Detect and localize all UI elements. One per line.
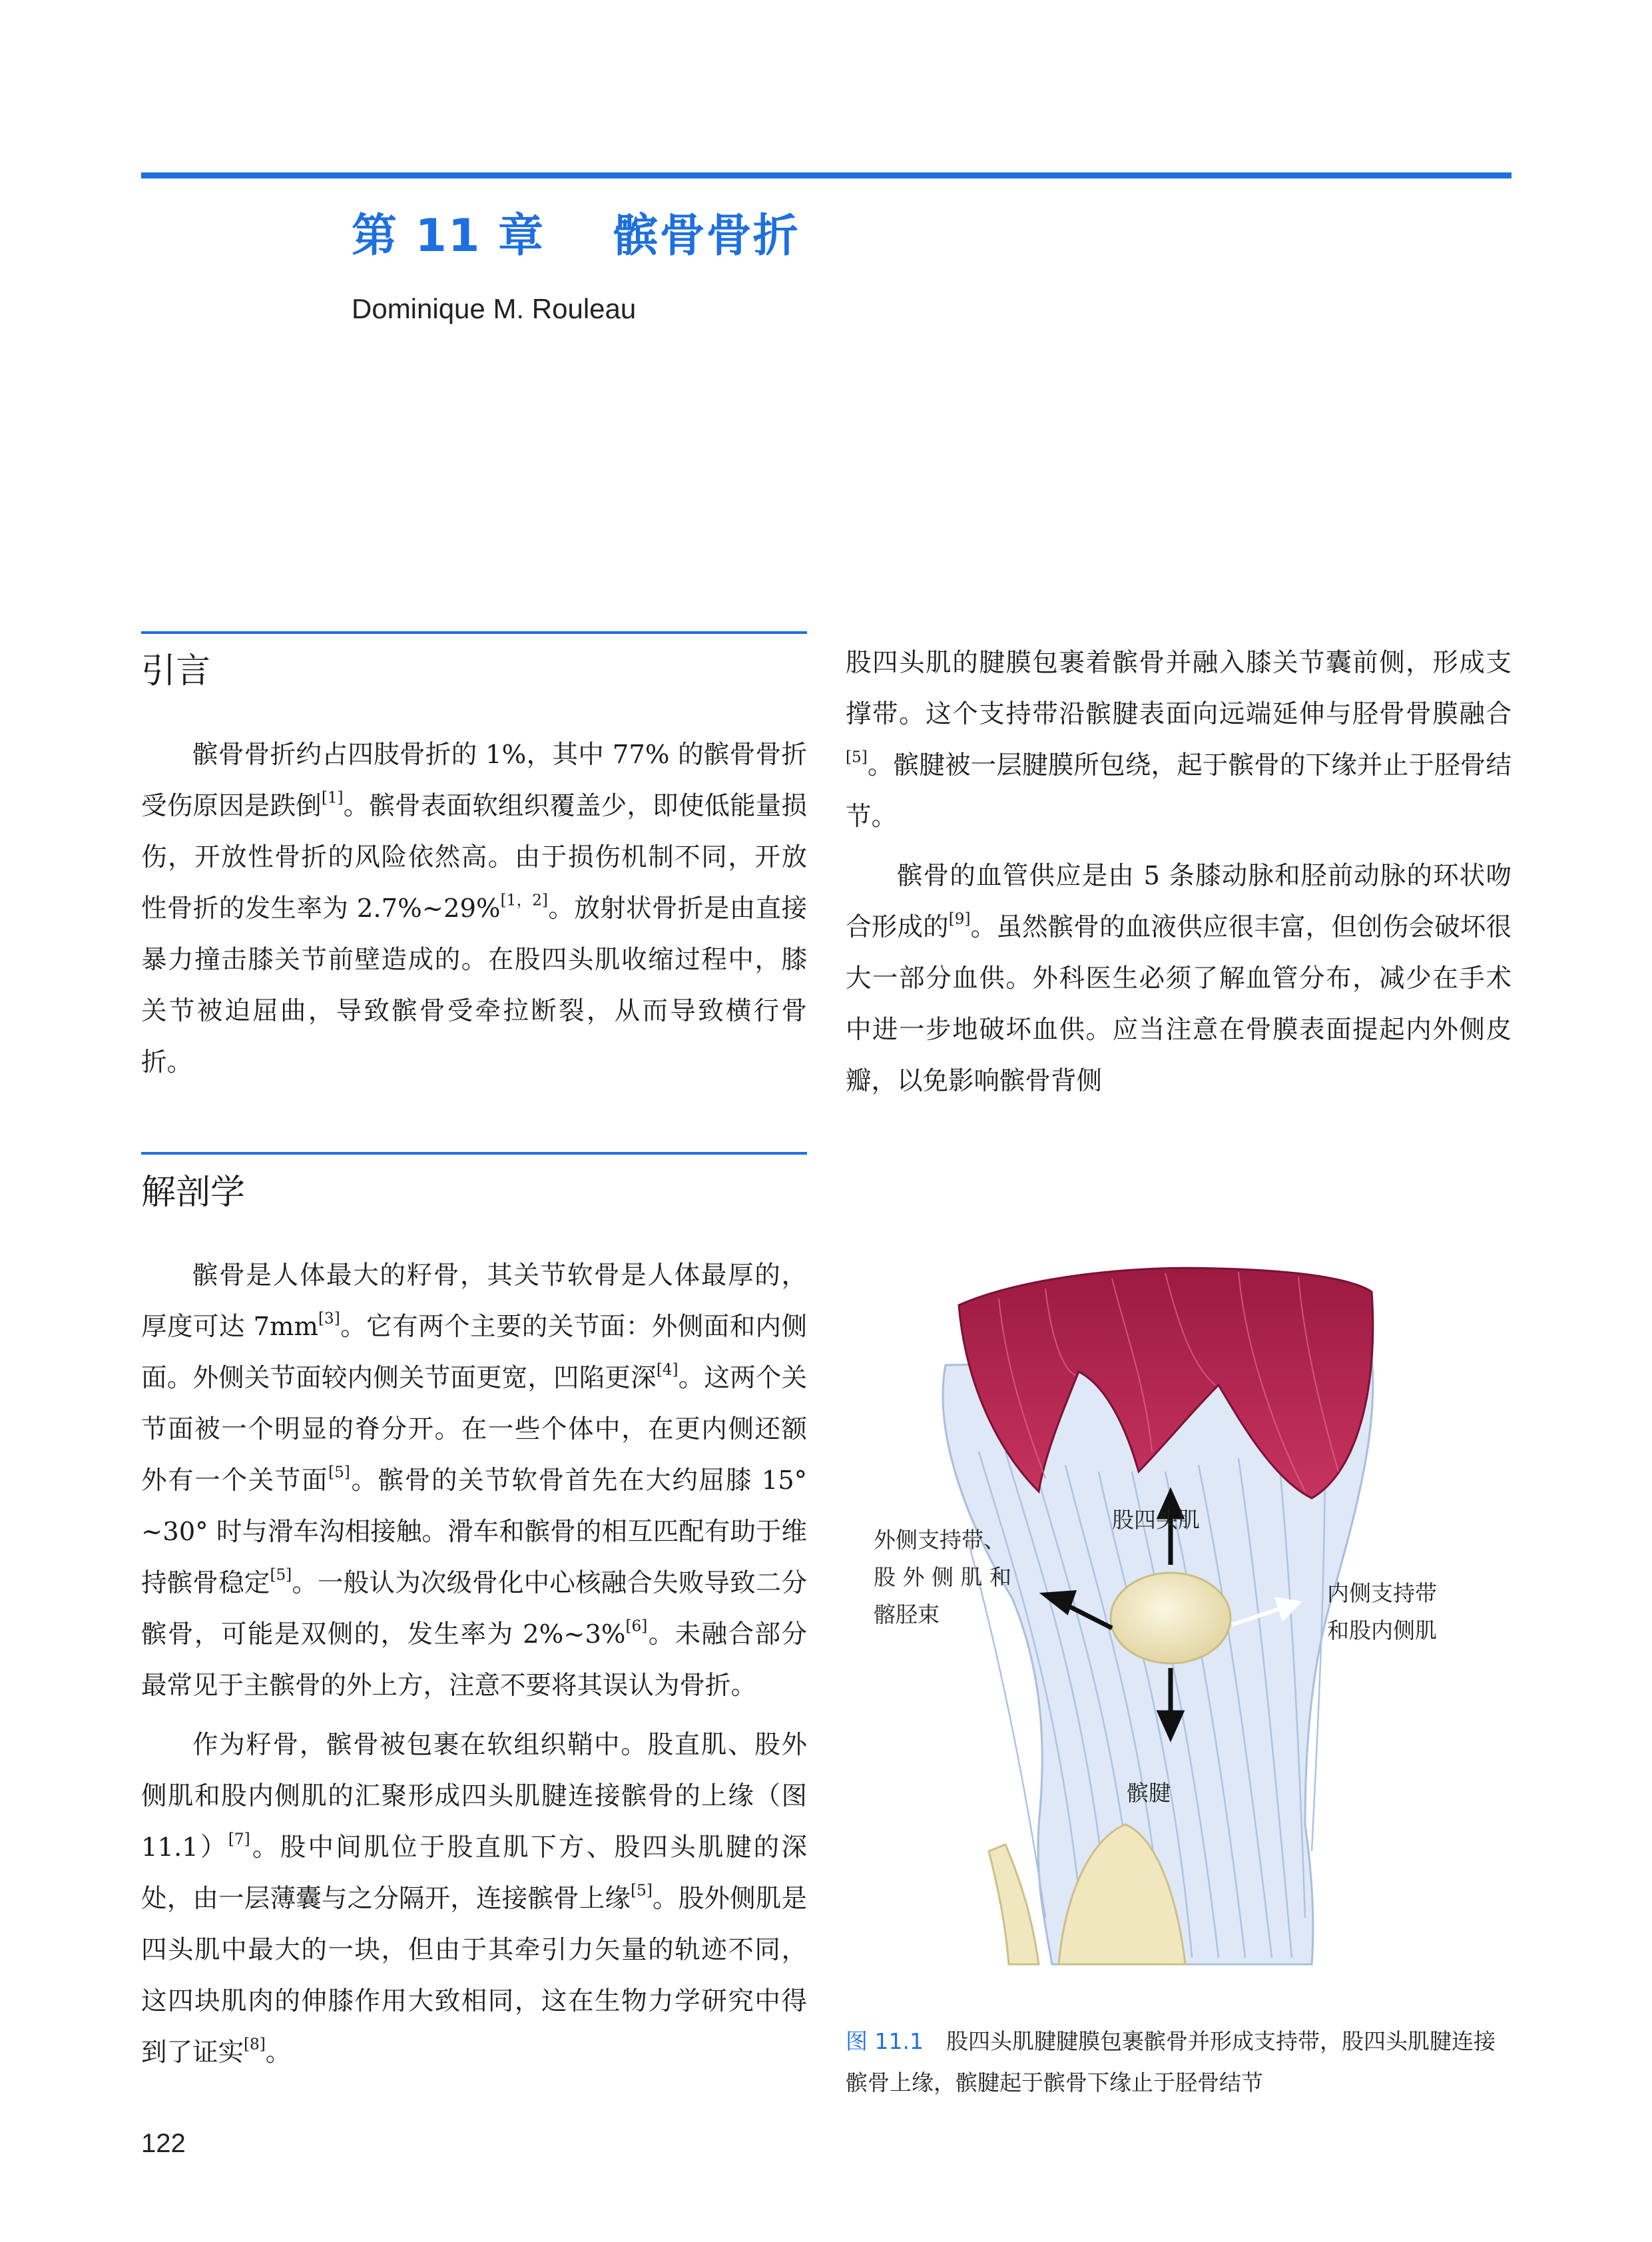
figure-caption-number: 图 11.1 — [846, 2028, 924, 2054]
text-run: 髌骨骨折约占四肢骨折的 1%，其中 77% 的髌骨骨折受伤原因是跌倒 — [141, 740, 807, 821]
right-paragraph-2 — [846, 850, 1512, 1107]
text-run: 。髌骨的关节软骨首先在大约屈膝 15° ~30° 时与滑车沟相接触。滑车和髌骨的相互匹配有助于维持髌骨稳定 — [141, 1466, 807, 1598]
citation-ref: [9] — [948, 910, 971, 928]
citation-ref: [3] — [318, 1310, 340, 1328]
intro-body — [141, 729, 807, 1088]
figure-caption — [846, 2021, 1512, 2103]
citation-ref: [8] — [244, 2036, 266, 2054]
patella-bone — [1111, 1573, 1231, 1663]
label-medial-line-1: 内侧支持带 — [1327, 1580, 1437, 1606]
chapter-title: 第 11 章 髌骨骨折 — [352, 210, 800, 262]
text-run: 。这两个关节面被一个明显的脊分开。在一些个体中，在更内侧还额外有一个关节面 — [141, 1363, 807, 1496]
fibula-bone — [989, 1844, 1039, 1964]
page-number: 122 — [141, 2129, 186, 2158]
text-run: 髌骨是人体最大的籽骨，其关节软骨是人体最厚的，厚度可达 7mm — [141, 1261, 807, 1342]
figure-11-1 — [846, 1252, 1512, 1971]
anatomy-body — [141, 1250, 807, 2078]
text-run: 。髌腱被一层腱膜所包绕，起于髌骨的下缘并止于胫骨结节。 — [846, 750, 1512, 832]
label-medial-line-2: 和股内侧肌 — [1327, 1617, 1437, 1643]
figure-caption-text: 股四头肌腱腱膜包裹髌骨并形成支持带，股四头肌腱连接髌骨上缘，髌腱起于髌骨下缘止于胫骨结节 — [846, 2028, 1496, 2096]
label-patellar-tendon: 髌腱 — [1127, 1780, 1171, 1806]
text-run: 。 — [265, 2038, 292, 2068]
chapter-author: Dominique M. Rouleau — [352, 293, 637, 324]
citation-ref: [4] — [656, 1361, 679, 1379]
anatomy-paragraph-1 — [141, 1250, 807, 1711]
citation-ref: [5] — [328, 1464, 350, 1482]
citation-ref: [1] — [321, 789, 344, 807]
section-heading-intro: 引言 — [141, 651, 211, 691]
citation-ref: [7] — [228, 1830, 250, 1848]
text-run: 。髌骨表面软组织覆盖少，即使低能量损伤，开放性骨折的风险依然高。由于损伤机制不同，开放性骨折的发生率为 2.7%~29% — [141, 791, 807, 924]
label-lateral-line-2: 股 外 侧 肌 和 — [874, 1564, 1011, 1590]
anatomy-paragraph-2 — [141, 1719, 807, 2078]
citation-ref: [6] — [625, 1617, 648, 1635]
label-lateral-line-3: 髂胫束 — [874, 1601, 940, 1627]
text-run: 。它有两个主要的关节面：外侧面和内侧面。外侧关节面较内侧关节面更宽，凹陷更深 — [141, 1312, 807, 1393]
text-run: 作为籽骨，髌骨被包裹在软组织鞘中。股直肌、股外侧肌和股内侧肌的汇聚形成四头肌腱连接髌骨的上缘（图 11.1） — [141, 1730, 807, 1862]
text-run: 。股外侧肌是四头肌中最大的一块，但由于其牵引力矢量的轨迹不同，这四块肌肉的伸膝作用大致相同，这在生物力学研究中得到了证实 — [141, 1884, 807, 2068]
label-quadriceps: 股四头肌 — [1112, 1507, 1200, 1533]
top-rule — [141, 172, 1512, 178]
section-rule-anatomy — [141, 1152, 807, 1155]
citation-ref: [5] — [270, 1566, 292, 1584]
intro-paragraph — [141, 729, 807, 1088]
text-run: 。虽然髌骨的血液供应很丰富，但创伤会破坏很大一部分血供。外科医生必须了解血管分布，减少在手术中进一步地破坏血供。应当注意在骨膜表面提起内外侧皮瓣，以免影响髌骨背侧 — [846, 912, 1512, 1096]
text-run: 。未融合部分最常见于主髌骨的外上方，注意不要将其误认为骨折。 — [141, 1619, 807, 1701]
right-paragraph-1 — [846, 637, 1512, 842]
text-run: 。放射状骨折是由直接暴力撞击膝关节前壁造成的。在股四头肌收缩过程中，膝关节被迫屈曲，导致髌骨受牵拉断裂，从而导致横行骨折。 — [141, 894, 807, 1077]
section-heading-anatomy: 解剖学 — [141, 1173, 246, 1213]
label-lateral-line-1: 外侧支持带、 — [874, 1527, 1005, 1553]
text-run: 。一般认为次级骨化中心核融合失败导致二分髌骨，可能是双侧的，发生率为 2%~3% — [141, 1568, 807, 1649]
text-run: 。股中间肌位于股直肌下方、股四头肌腱的深处，由一层薄囊与之分隔开，连接髌骨上缘 — [141, 1832, 807, 1914]
right-column-body — [846, 637, 1512, 1107]
citation-ref: [5] — [631, 1882, 653, 1900]
text-run: 股四头肌的腱膜包裹着髌骨并融入膝关节囊前侧，形成支撑带。这个支持带沿髌腱表面向远端延伸与胫骨骨膜融合 — [846, 648, 1512, 729]
text-run: 髌骨的血管供应是由 5 条膝动脉和胫前动脉的环状吻合形成的 — [846, 861, 1512, 942]
section-rule-intro — [141, 631, 807, 634]
citation-ref: [5] — [846, 748, 868, 766]
citation-ref: [1，2] — [500, 892, 548, 910]
